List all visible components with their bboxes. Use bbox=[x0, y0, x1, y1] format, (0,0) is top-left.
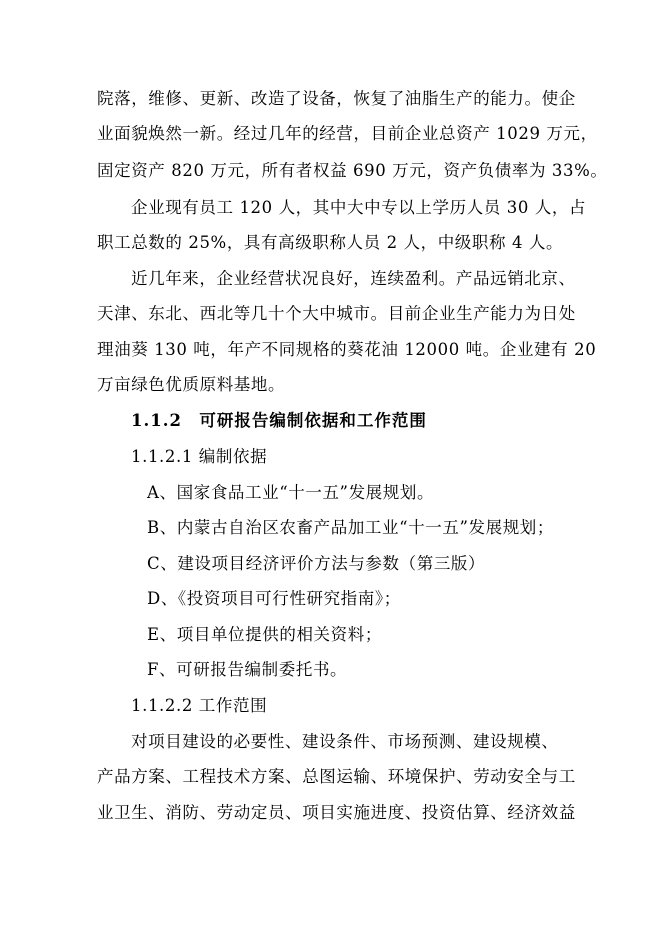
para3-line-4: 万亩绿色优质原料基地。 bbox=[97, 375, 286, 394]
para1-line-2: 业面貌焕然一新。经过几年的经营，目前企业总资产 1029 万元， bbox=[97, 124, 598, 143]
basis-item: D、《投资项目可行性研究指南》； bbox=[147, 589, 401, 608]
para1-line-1: 院落，维修、更新、改造了设备，恢复了油脂生产的能力。使企 bbox=[97, 89, 576, 108]
scope-line-3: 业卫生、消防、劳动定员、项目实施进度、投资估算、经济效益 bbox=[97, 803, 576, 822]
subsection-heading-scope: 1.1.2.2 工作范围 bbox=[131, 696, 268, 715]
basis-item: A、国家食品工业“十一五”发展规划。 bbox=[147, 483, 435, 502]
section-heading: 1.1.2 可研报告编制依据和工作范围 bbox=[131, 411, 427, 430]
basis-item: F、可研报告编制委托书。 bbox=[147, 660, 348, 679]
scope-line-2: 产品方案、工程技术方案、总图运输、环境保护、劳动安全与工 bbox=[97, 767, 576, 786]
basis-item: B、内蒙古自治区农畜产品加工业“十一五”发展规划； bbox=[147, 518, 554, 537]
subsection-heading-basis: 1.1.2.1 编制依据 bbox=[131, 447, 268, 466]
para2-line-2: 职工总数的 25%，具有高级职称人员 2 人，中级职称 4 人。 bbox=[97, 233, 564, 252]
basis-item: C、建设项目经济评价方法与参数（第三版） bbox=[147, 554, 486, 573]
basis-item: E、项目单位提供的相关资料； bbox=[147, 625, 382, 644]
para3-line-2: 天津、东北、西北等几十个大中城市。目前企业生产能力为日处 bbox=[97, 304, 576, 323]
para1-line-3: 固定资产 820 万元，所有者权益 690 万元，资产负债率为 33%。 bbox=[97, 161, 608, 180]
para3-line-1: 近几年来，企业经营状况良好，连续盈利。产品远销北京、 bbox=[131, 269, 576, 288]
scope-line-1: 对项目建设的必要性、建设条件、市场预测、建设规模、 bbox=[131, 732, 559, 751]
para2-line-1: 企业现有员工 120 人，其中大中专以上学历人员 30 人，占 bbox=[131, 198, 587, 217]
para3-line-3: 理油葵 130 吨，年产不同规格的葵花油 12000 吨。企业建有 20 bbox=[97, 340, 597, 359]
